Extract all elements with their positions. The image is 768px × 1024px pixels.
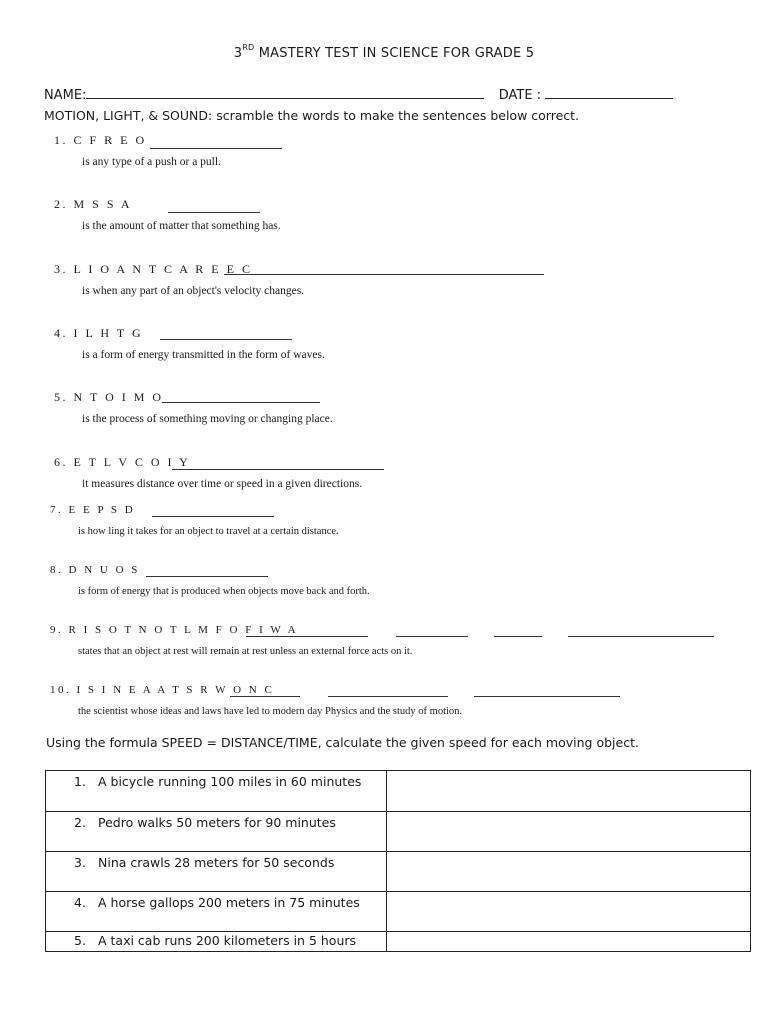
definition: states that an object at rest will remain at rest unless an external force acts on it. bbox=[78, 646, 413, 657]
answer-blank-word-3[interactable] bbox=[474, 696, 620, 697]
definition: is any type of a push or a pull. bbox=[82, 156, 221, 168]
scrambled-word: R I S O T N O T L M F O F I W A bbox=[68, 624, 299, 636]
table-row bbox=[46, 892, 751, 932]
scrambled-word: D N U O S bbox=[68, 564, 140, 576]
answer-blank-word-4[interactable] bbox=[568, 636, 714, 637]
answer-blank[interactable] bbox=[160, 339, 292, 340]
definition: is how ling it takes for an object to travel at a certain distance. bbox=[78, 526, 339, 537]
scrambled-word: I S I N E A A T S R W O N C bbox=[76, 684, 275, 696]
answer-blank[interactable] bbox=[168, 212, 260, 213]
definition: it measures distance over time or speed in a given directions. bbox=[82, 478, 363, 490]
date-field[interactable] bbox=[545, 84, 673, 99]
problem-text: A taxi cab runs 200 kilometers in 5 hours bbox=[98, 933, 357, 948]
scrambled-word: E E P S D bbox=[68, 504, 136, 516]
definition: is form of energy that is produced when objects move back and forth. bbox=[78, 586, 370, 597]
definition: the scientist whose ideas and laws have led to modern day Physics and the study of motion. bbox=[78, 706, 463, 717]
date-label: DATE : bbox=[498, 88, 542, 103]
definition: is the process of something moving or changing place. bbox=[82, 413, 333, 425]
question-number: 4. bbox=[54, 326, 68, 340]
title-rest: MASTERY TEST IN SCIENCE FOR GRADE 5 bbox=[254, 46, 535, 61]
answer-blank-word-1[interactable] bbox=[230, 696, 300, 697]
question-number: 5. bbox=[54, 390, 68, 404]
answer-cell[interactable] bbox=[387, 892, 751, 932]
title-superscript: RD bbox=[242, 43, 255, 52]
problem-text: A bicycle running 100 miles in 60 minutes bbox=[98, 774, 362, 789]
problem-text: A horse gallops 200 meters in 75 minutes bbox=[98, 895, 360, 910]
question-number: 7. bbox=[50, 504, 64, 516]
name-date-row bbox=[44, 84, 673, 103]
answer-blank[interactable] bbox=[152, 516, 274, 517]
problem-cell bbox=[46, 932, 387, 952]
scrambled-word: M S S A bbox=[73, 197, 133, 211]
scrambled-word: I L H T G bbox=[73, 326, 144, 340]
speed-table bbox=[45, 770, 751, 952]
scrambled-word: C F R E O bbox=[73, 133, 147, 147]
answer-blank[interactable] bbox=[146, 576, 268, 577]
question-number: 10. bbox=[50, 684, 72, 696]
problem-cell bbox=[46, 852, 387, 892]
answer-cell[interactable] bbox=[387, 812, 751, 852]
answer-blank-word-3[interactable] bbox=[494, 636, 542, 637]
scrambled-word: L I O A N T C A R E E C bbox=[73, 262, 253, 276]
definition: is when any part of an object's velocity changes. bbox=[82, 285, 305, 297]
name-label: NAME: bbox=[44, 88, 87, 103]
calc-instructions: Using the formula SPEED = DISTANCE/TIME, calculate the given speed for each moving object. bbox=[46, 735, 639, 750]
answer-blank-word-2[interactable] bbox=[396, 636, 468, 637]
answer-blank[interactable] bbox=[162, 402, 320, 403]
question-number: 9. bbox=[50, 624, 64, 636]
table-row bbox=[46, 812, 751, 852]
table-row bbox=[46, 771, 751, 812]
question-number: 8. bbox=[50, 564, 64, 576]
answer-blank[interactable] bbox=[224, 274, 544, 275]
question-number: 2. bbox=[54, 197, 68, 211]
table-row bbox=[46, 852, 751, 892]
question-number: 6. bbox=[54, 455, 68, 469]
answer-blank-word-1[interactable] bbox=[246, 636, 368, 637]
answer-blank-word-2[interactable] bbox=[328, 696, 448, 697]
problem-number: 2. bbox=[74, 815, 86, 830]
definition: is a form of energy transmitted in the form of waves. bbox=[82, 349, 325, 361]
problem-cell bbox=[46, 892, 387, 932]
answer-cell[interactable] bbox=[387, 852, 751, 892]
table-row bbox=[46, 932, 751, 952]
problem-cell bbox=[46, 812, 387, 852]
scrambled-word: N T O I M O bbox=[73, 390, 164, 404]
definition: is the amount of matter that something has. bbox=[82, 220, 281, 232]
name-field[interactable] bbox=[86, 84, 484, 99]
scrambled-word: E T L V C O I Y bbox=[73, 455, 191, 469]
problem-cell bbox=[46, 771, 387, 812]
problem-text: Nina crawls 28 meters for 50 seconds bbox=[98, 855, 335, 870]
title-prefix: 3 bbox=[233, 46, 243, 61]
problem-number: 4. bbox=[74, 895, 86, 910]
problem-number: 5. bbox=[74, 933, 86, 948]
question-number: 1. bbox=[54, 133, 68, 147]
answer-cell[interactable] bbox=[387, 932, 751, 952]
answer-cell[interactable] bbox=[387, 771, 751, 812]
answer-blank[interactable] bbox=[172, 469, 384, 470]
question-number: 3. bbox=[54, 262, 68, 276]
section-instructions: MOTION, LIGHT, & SOUND: scramble the words to make the sentences below correct. bbox=[44, 108, 580, 123]
problem-number: 3. bbox=[74, 855, 86, 870]
problem-number: 1. bbox=[74, 774, 86, 789]
page-title bbox=[0, 43, 768, 61]
problem-text: Pedro walks 50 meters for 90 minutes bbox=[98, 815, 336, 830]
answer-blank[interactable] bbox=[150, 148, 282, 149]
